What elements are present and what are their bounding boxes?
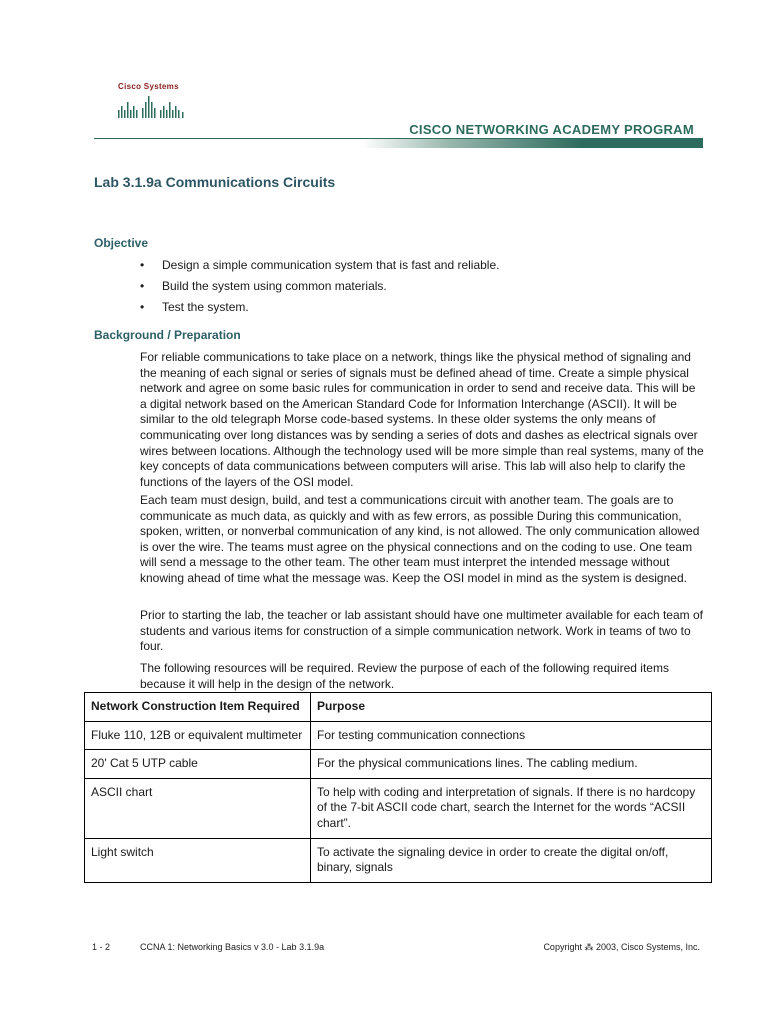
table-cell-item: Fluke 110, 12B or equivalent multimeter bbox=[85, 721, 311, 750]
lab-title: Lab 3.1.9a Communications Circuits bbox=[94, 174, 336, 190]
cisco-logo bbox=[116, 82, 188, 118]
background-paragraph: The following resources will be required. Review the purpose of each of the following required items because it will help in the design of the network. bbox=[140, 661, 669, 691]
background-paragraph: Prior to starting the lab, the teacher or lab assistant should have one multimeter available for each team of students and various items for construction of a simple communication network. Work in teams of two to four. bbox=[140, 608, 703, 654]
banner-bar bbox=[94, 138, 703, 148]
banner-divider bbox=[94, 138, 703, 139]
program-banner-title: CISCO NETWORKING ACADEMY PROGRAM bbox=[409, 122, 694, 137]
table-cell-item: ASCII chart bbox=[85, 778, 311, 838]
column-header-purpose: Purpose bbox=[311, 693, 712, 722]
table-cell-purpose: To activate the signaling device in order to create the digital on/off, binary, signals bbox=[311, 838, 712, 882]
list-item: • Build the system using common materials. bbox=[140, 278, 499, 299]
footer-copyright: Copyright ⁂ 2003, Cisco Systems, Inc. bbox=[543, 942, 700, 952]
background-paragraph: Each team must design, build, and test a communications circuit with another team. The goals are to communicate as much data, as quickly and with as few errors, as possible During this communication, spoken, written, or nonverbal communication of any kind, is not allowed. The only communication allowed is over the wire. The teams must agree on the physical connections and on the coding to use. One team will send a message to the other team. The other team must interpret the intended message without knowing ahead of time what the message was. Keep the OSI model in mind as the system is designed. bbox=[140, 493, 700, 585]
objective-list bbox=[140, 257, 499, 320]
table-cell-item: Light switch bbox=[85, 838, 311, 882]
list-item: • Design a simple communication system that is fast and reliable. bbox=[140, 257, 499, 278]
resources-table bbox=[84, 692, 712, 883]
table-row bbox=[85, 838, 712, 882]
table-cell-purpose: For the physical communications lines. The cabling medium. bbox=[311, 750, 712, 779]
background-paragraph: For reliable communications to take place on a network, things like the physical method of signaling and the meaning of each signal or series of signals must be defined ahead of time. Create a simple physical network and agree on some basic rules for communication in order to send and receive data. This will be a digital network based on the American Standard Code for Information Interchange (ASCII). It will be similar to the old telegraph Morse code-based systems. In these older systems the only means of communicating over long distances was by sending a series of dots and dashes as electrical signals over wires between locations. Although the technology used will be more simple than real systems, many of the key concepts of data communications between computers will arise. This lab will also help to clarify the functions of the layers of the OSI model. bbox=[140, 350, 704, 489]
cisco-bridge-icon bbox=[116, 92, 188, 118]
table-cell-purpose: To help with coding and interpretation of signals. If there is no hardcopy of the 7-bit ASCII code chart, search the Internet for the words “ACSII chart”. bbox=[311, 778, 712, 838]
logo-text: Cisco Systems bbox=[118, 82, 179, 91]
table-row bbox=[85, 778, 712, 838]
table-cell-item: 20' Cat 5 UTP cable bbox=[85, 750, 311, 779]
table-header-row bbox=[85, 693, 712, 722]
table-row bbox=[85, 721, 712, 750]
objective-heading: Objective bbox=[94, 236, 149, 250]
table-row bbox=[85, 750, 712, 779]
background-heading: Background / Preparation bbox=[94, 328, 241, 342]
footer-page-number: 1 - 2 bbox=[92, 942, 111, 952]
column-header-item: Network Construction Item Required bbox=[85, 693, 311, 722]
table-cell-purpose: For testing communication connections bbox=[311, 721, 712, 750]
footer-course: CCNA 1: Networking Basics v 3.0 - Lab 3.1.9a bbox=[140, 942, 325, 952]
list-item: • Test the system. bbox=[140, 299, 499, 320]
